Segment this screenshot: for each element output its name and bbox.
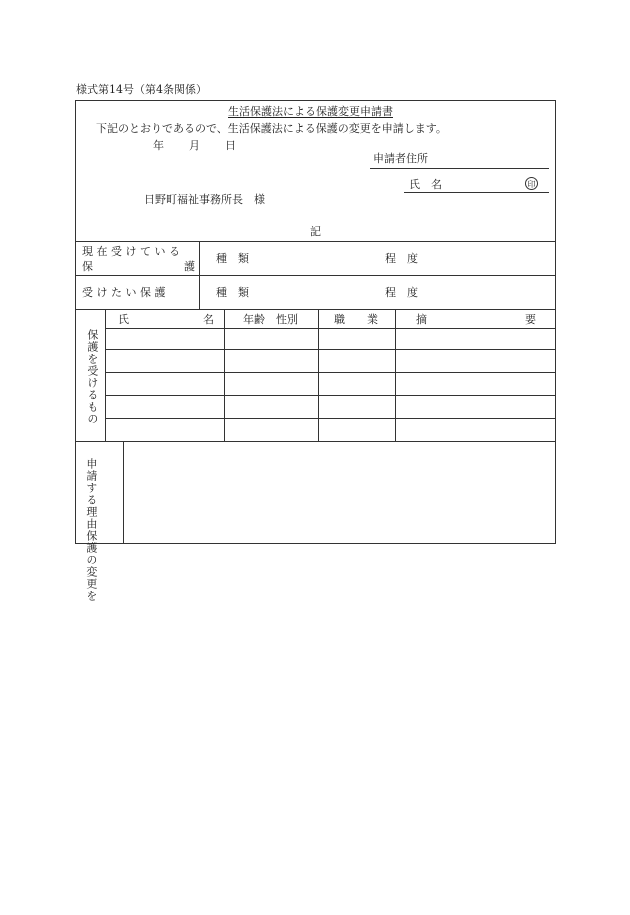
table-row-line [105, 328, 555, 329]
desired-protection-label: 受 け た い 保 護 [82, 286, 166, 299]
desired-degree-label: 程 度 [385, 286, 418, 299]
column-divider [199, 241, 200, 309]
header-remarks-b: 要 [525, 313, 536, 326]
name-line [404, 192, 549, 193]
date-month-label: 月 [189, 139, 200, 152]
form-title: 生活保護法による保護変更申請書 [228, 105, 393, 118]
current-protection-label-2b: 護 [184, 260, 195, 273]
recipients-side-label: 保護を受けるもの [85, 329, 99, 425]
row-divider [76, 441, 555, 442]
seal-mark: 印 [525, 177, 538, 190]
addressee: 日野町福祉事務所長 様 [144, 193, 265, 206]
table-row-line [105, 395, 555, 396]
row-divider [76, 275, 555, 276]
row-divider [76, 241, 555, 242]
header-occupation: 職 業 [334, 313, 378, 326]
applicant-name-label: 氏 名 [409, 178, 442, 191]
current-protection-label-1: 現 在 受 け て い る [82, 245, 180, 258]
table-row-line [105, 372, 555, 373]
desired-kind-label: 種 類 [216, 286, 249, 299]
applicant-address-label: 申請者住所 [373, 152, 428, 165]
table-row-line [105, 418, 555, 419]
row-divider [76, 309, 555, 310]
ki-label: 記 [310, 225, 321, 238]
date-year-label: 年 [153, 139, 164, 152]
date-day-label: 日 [225, 139, 236, 152]
header-name-a: 氏 [118, 313, 129, 326]
header-age-sex: 年齢 性別 [243, 313, 298, 326]
header-name-b: 名 [203, 313, 214, 326]
header-remarks-a: 摘 [416, 313, 427, 326]
current-kind-label: 種 類 [216, 252, 249, 265]
reason-label: 申請する理由保護の変更を [84, 458, 98, 602]
address-line [370, 168, 549, 169]
form-frame [75, 100, 556, 602]
form-number: 様式第14号（第4条関係） [76, 83, 207, 96]
intro-text: 下記のとおりであるので、生活保護法による保護の変更を申請します。 [96, 122, 447, 135]
current-degree-label: 程 度 [385, 252, 418, 265]
table-row-line [105, 349, 555, 350]
current-protection-label-2a: 保 [82, 260, 93, 273]
reason-column-divider [123, 441, 124, 543]
